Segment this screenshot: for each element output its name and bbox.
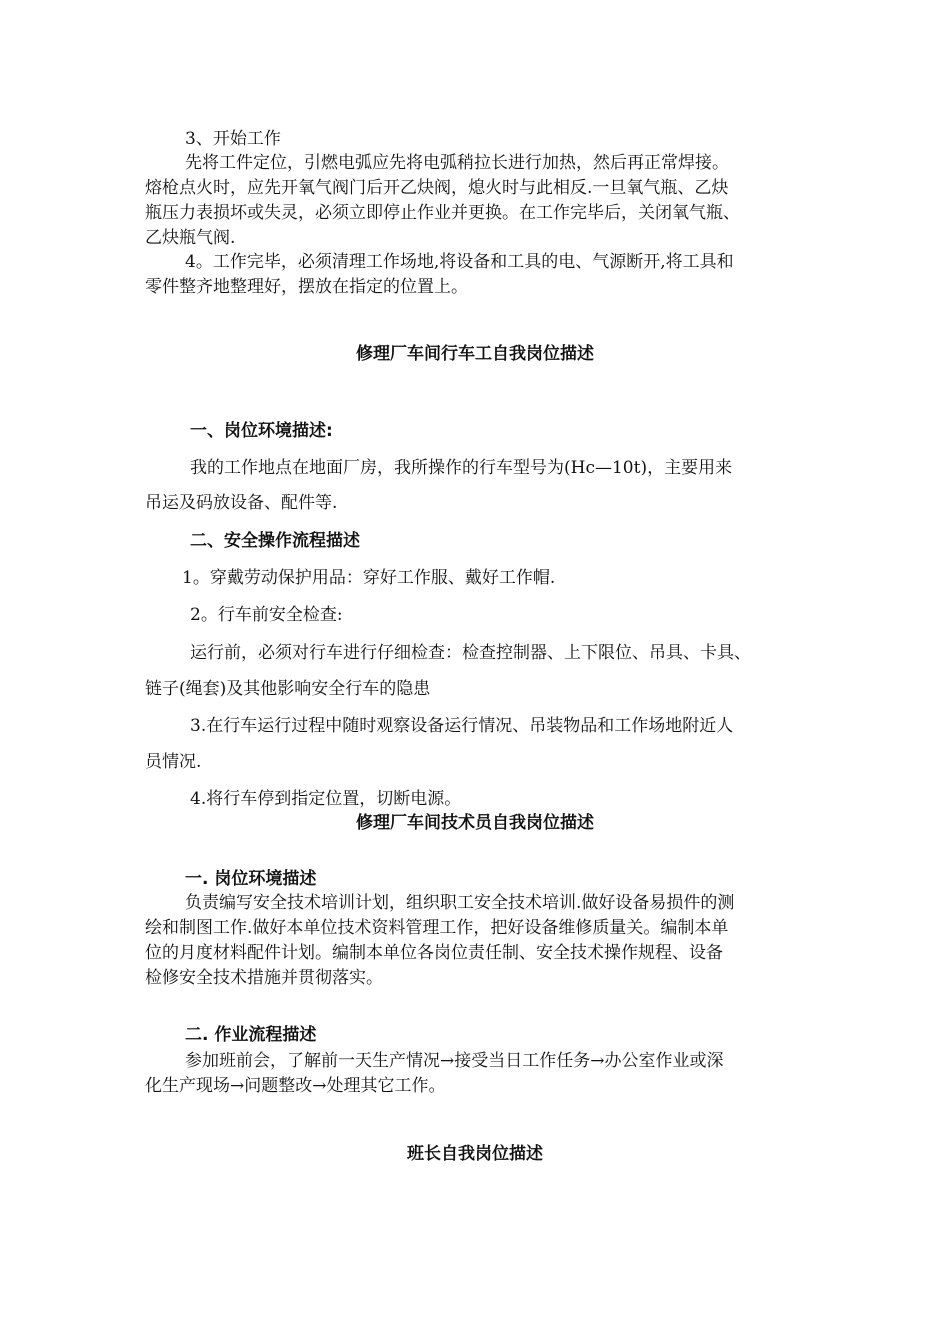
tech-env-line-4: 检修安全技术措施并贯彻落实。 — [145, 968, 383, 988]
tech-section-title: 修理厂车间技术员自我岗位描述 — [356, 813, 594, 833]
crane-item-3-line-1: 3.在行车运行过程中随时观察设备运行情况、吊装物品和工作场地附近人 — [190, 716, 734, 736]
crane-item-3-line-2: 员情况. — [145, 752, 202, 772]
step3-line-1: 先将工件定位，引燃电弧应先将电弧稍拉长进行加热，然后再正常焊接。 — [185, 153, 729, 173]
step3-line-3: 瓶压力表损坏或失灵，必须立即停止作业并更换。在工作完毕后，关闭氧气瓶、 — [145, 203, 740, 223]
tech-env-heading: 一. 岗位环境描述 — [185, 869, 317, 889]
crane-item-2: 2。行车前安全检查: — [190, 605, 343, 625]
tech-flow-line-1: 参加班前会，了解前一天生产情况→接受当日工作任务→办公室作业或深 — [185, 1051, 724, 1071]
tech-env-line-3: 位的月度材料配件计划。编制本单位各岗位责任制、安全技术操作规程、设备 — [145, 943, 723, 963]
crane-item-2-line-1: 运行前，必须对行车进行仔细检查：检查控制器、上下限位、吊具、卡具、 — [190, 643, 751, 663]
step4-line-2: 零件整齐地整理好，摆放在指定的位置上。 — [145, 277, 468, 297]
crane-env-line-1: 我的工作地点在地面厂房，我所操作的行车型号为(Hc—10t)，主要用来 — [190, 458, 733, 478]
crane-item-1: 1。穿戴劳动保护用品：穿好工作服、戴好工作帽. — [182, 568, 556, 588]
tech-flow-line-2: 化生产现场→问题整改→处理其它工作。 — [145, 1076, 446, 1096]
crane-env-line-2: 吊运及码放设备、配件等. — [145, 493, 338, 513]
crane-item-2-line-2: 链子(绳套)及其他影响安全行车的隐患 — [145, 679, 431, 699]
step4-line-1: 4。工作完毕，必须清理工作场地,将设备和工具的电、气源断开,将工具和 — [185, 252, 734, 272]
step3-heading: 3、开始工作 — [185, 129, 281, 149]
monitor-section-title: 班长自我岗位描述 — [407, 1144, 543, 1164]
crane-safety-heading: 二、安全操作流程描述 — [190, 531, 360, 551]
crane-item-4: 4.将行车停到指定位置，切断电源。 — [190, 789, 462, 809]
step3-line-2: 熔枪点火时，应先开氧气阀门后开乙炔阀，熄火时与此相反.一旦氧气瓶、乙炔 — [145, 178, 729, 198]
tech-env-line-1: 负责编写安全技术培训计划，组织职工安全技术培训.做好设备易损件的测 — [185, 893, 735, 913]
crane-env-heading: 一、岗位环境描述: — [190, 421, 333, 441]
tech-flow-heading: 二. 作业流程描述 — [185, 1025, 317, 1045]
crane-section-title: 修理厂车间行车工自我岗位描述 — [356, 344, 594, 364]
tech-env-line-2: 绘和制图工作.做好本单位技术资料管理工作，把好设备维修质量关。编制本单 — [145, 918, 729, 938]
step3-line-4: 乙炔瓶气阀. — [145, 228, 236, 248]
